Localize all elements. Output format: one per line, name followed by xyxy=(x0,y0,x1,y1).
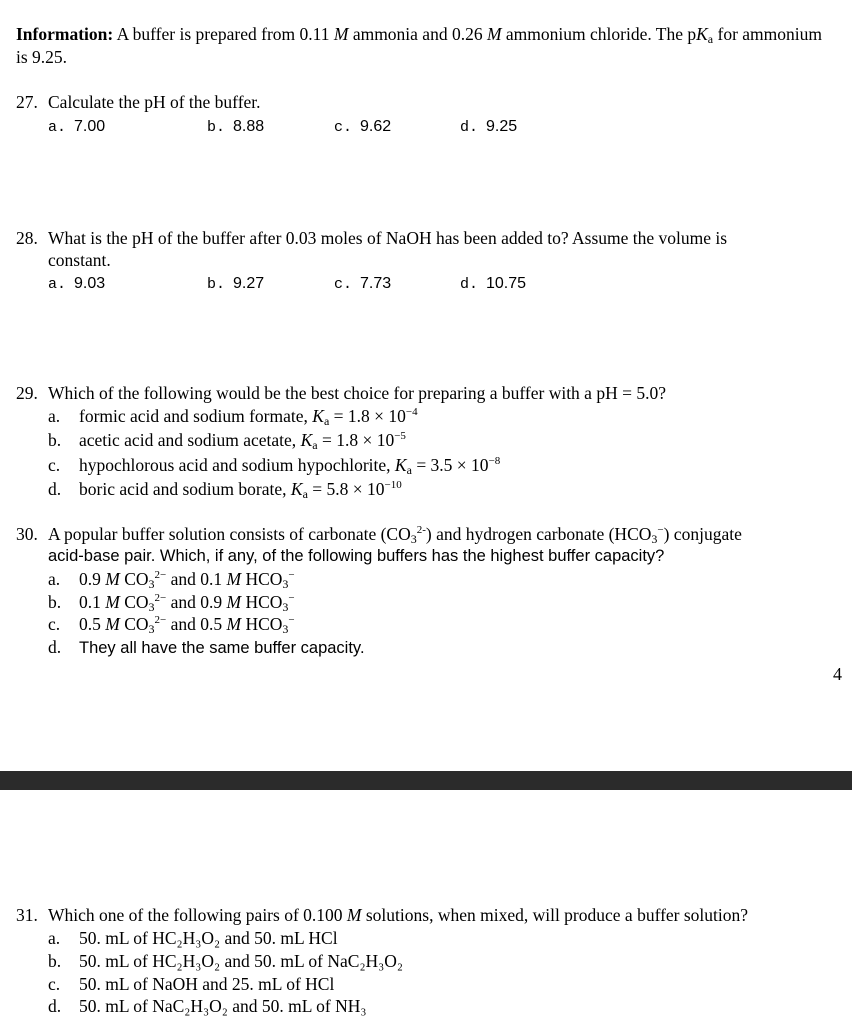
q30-option-d[interactable]: d. They all have the same buffer capacity. xyxy=(48,637,365,657)
question-28-continued: constant. xyxy=(48,250,111,270)
q29-option-d[interactable]: d. boric acid and sodium borate, $K_a = 5.8 \times 10^{-10}$ xyxy=(48,479,402,501)
q28-option-b[interactable]: b. 9.27 xyxy=(207,275,265,293)
q27-option-a[interactable]: a. 7.00 xyxy=(48,118,106,136)
question-31: 31. Which one of the following pairs of 0.100 M solutions, when mixed, will produce a buffer solution? xyxy=(16,905,749,925)
question-27: 27. Calculate the pH of the buffer. xyxy=(16,92,261,112)
page-break-divider xyxy=(0,771,852,790)
q28-option-d[interactable]: d. 10.75 xyxy=(460,275,527,293)
q31-option-c[interactable]: c. 50. mL of NaOH and 25. mL of HCl xyxy=(48,974,335,994)
page-number: 4 xyxy=(833,664,842,684)
question-28: 28. What is the pH of the buffer after 0.03 moles of NaOH has been added to? Assume the volume is xyxy=(16,228,728,248)
q30-option-b[interactable]: b. 0.1 M $CO_3^{2-}$ and 0.9 M $HCO_3^-$ xyxy=(48,592,295,614)
q29-option-b[interactable]: b. acetic acid and sodium acetate, $K_a = 1.8 \times 10^{-5}$ xyxy=(48,430,406,452)
q27-option-d[interactable]: d. 9.25 xyxy=(460,118,518,136)
information-text: Information: A buffer is prepared from 0.11 M ammonia and 0.26 M ammonium chloride. The $pK_a$ for ammonium is 9.25. xyxy=(16,24,822,67)
q30-option-c[interactable]: c. 0.5 M $CO_3^{2-}$ and 0.5 M $HCO_3^-$ xyxy=(48,614,295,636)
question-30-continued: acid-base pair. Which, if any, of the following buffers has the highest buffer capacity? xyxy=(48,547,665,565)
q31-option-b[interactable]: b. 50. mL of HC₂H₃O₂ and 50. mL of NaC₂H₃O₂ xyxy=(48,951,404,971)
q27-option-c[interactable]: c. 9.62 xyxy=(334,118,392,136)
q28-option-c[interactable]: c. 7.73 xyxy=(334,275,392,293)
q30-option-a[interactable]: a. 0.9 M $CO_3^{2-}$ and 0.1 M $HCO_3^-$ xyxy=(48,569,295,591)
q27-option-b[interactable]: b. 8.88 xyxy=(207,118,265,136)
q28-option-a[interactable]: a. 9.03 xyxy=(48,275,106,293)
information-label: Information: xyxy=(16,24,114,44)
q29-option-a[interactable]: a. formic acid and sodium formate, $K_a = 1.8 \times 10^{-4}$ xyxy=(48,406,418,428)
q31-option-a[interactable]: a. 50. mL of HC₂H₃O₂ and 50. mL HCl xyxy=(48,928,338,948)
question-30: 30. A popular buffer solution consists of carbonate $(CO_3^{2-})$ and hydrogen carbonate $(HCO_3^-)$ conjugate xyxy=(16,524,742,546)
q29-option-c[interactable]: c. hypochlorous acid and sodium hypochlorite, $K_a = 3.5 \times 10^{-8}$ xyxy=(48,455,501,477)
q31-option-d[interactable]: d. 50. mL of NaC₂H₃O₂ and 50. mL of NH₃ xyxy=(48,996,367,1016)
question-29: 29. Which of the following would be the best choice for preparing a buffer with a pH = 5.0? xyxy=(16,383,666,403)
